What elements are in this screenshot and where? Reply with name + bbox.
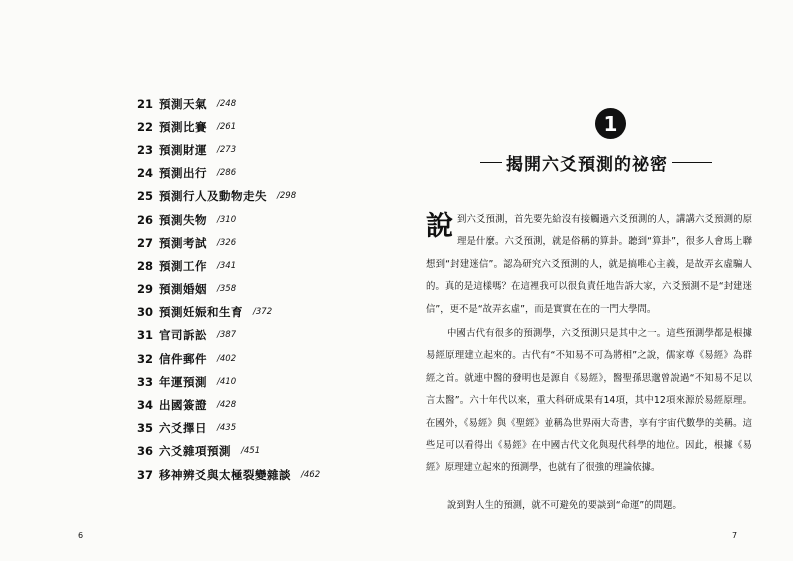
right-page xyxy=(396,0,793,561)
toc-entry-page: /435 xyxy=(217,423,237,434)
toc-entry xyxy=(137,370,320,393)
toc-entry-page: /372 xyxy=(253,307,273,318)
left-page-number: 6 xyxy=(78,531,84,540)
chapter-title: 揭開六爻預測的祕密 xyxy=(506,155,668,175)
toc-entry-title: 預測行人及動物走失 xyxy=(159,189,268,204)
toc-entry-title: 出國簽證 xyxy=(159,398,208,413)
toc-entry-number: 35 xyxy=(137,421,154,436)
toc-entry-number: 33 xyxy=(137,374,154,389)
toc-entry-title: 預測出行 xyxy=(159,166,208,181)
toc-entry xyxy=(137,417,320,440)
toc-entry-page: /261 xyxy=(217,121,237,132)
toc-entry xyxy=(137,115,320,138)
toc-entry-page: /402 xyxy=(217,353,237,364)
toc-entry-title: 官司訴訟 xyxy=(159,328,208,343)
toc-entry-page: /298 xyxy=(277,191,297,202)
body-paragraph-1 xyxy=(426,209,752,321)
toc-entry-title: 預測婚姻 xyxy=(159,282,208,297)
toc-entry-page: /451 xyxy=(241,446,261,457)
toc-entry-number: 25 xyxy=(137,189,154,204)
toc-entry-title: 年運預測 xyxy=(159,374,208,389)
chapter-heading xyxy=(480,150,770,175)
toc-entry xyxy=(137,208,320,231)
toc-entry-page: /462 xyxy=(301,469,321,480)
toc-entry-page: /428 xyxy=(217,400,237,411)
toc-entry-number: 30 xyxy=(137,305,154,320)
toc-entry-page: /248 xyxy=(217,98,237,109)
toc-entry-page: /387 xyxy=(217,330,237,341)
right-page-number: 7 xyxy=(732,531,738,540)
table-of-contents xyxy=(137,92,320,486)
toc-entry-page: /273 xyxy=(217,144,237,155)
heading-rule-right xyxy=(672,162,712,164)
toc-entry-number: 36 xyxy=(137,444,154,459)
toc-entry-title: 預測考試 xyxy=(159,235,208,250)
toc-entry-title: 預測失物 xyxy=(159,212,208,227)
toc-entry-title: 預測天氣 xyxy=(159,96,208,111)
chapter-number-badge: 1 xyxy=(595,108,626,139)
body-paragraph-2: 中國古代有很多的預測學，六爻預測只是其中之一。這些預測學都是根據易經原理建立起來的。古代有“不知易不可為將相”之說，儒家尊《易經》為群經之首。就連中醫的發明也是源自《易經》，醫聖孫思邈曾說過“不知易不足以言太醫”。六十年代以來，重大科研成果有14項，其中12項來源於易經原理。在國外，《易經》與《聖經》並稱為世界兩大奇書，享有宇宙代數學的美稱。這些足可以看得出《易經》在中國古代文化與現代科學的地位。因此，根據《易經》原理建立起來的預測學，也就有了很強的理論依據。 xyxy=(426,328,752,474)
toc-entry-number: 34 xyxy=(137,398,154,413)
toc-entry-title: 六爻擇日 xyxy=(159,421,208,436)
toc-entry xyxy=(137,162,320,185)
toc-entry xyxy=(137,185,320,208)
toc-entry-page: /326 xyxy=(217,237,237,248)
toc-entry-number: 28 xyxy=(137,258,154,273)
toc-entry-number: 29 xyxy=(137,282,154,297)
toc-entry xyxy=(137,254,320,277)
toc-entry xyxy=(137,440,320,463)
toc-entry xyxy=(137,92,320,115)
toc-entry-page: /358 xyxy=(217,284,237,295)
toc-entry xyxy=(137,138,320,161)
toc-entry-page: /341 xyxy=(217,260,237,271)
heading-rule-left xyxy=(480,162,502,164)
toc-entry-page: /310 xyxy=(217,214,237,225)
toc-entry xyxy=(137,278,320,301)
toc-entry-page: /410 xyxy=(217,376,237,387)
toc-entry xyxy=(137,463,320,486)
toc-entry xyxy=(137,324,320,347)
toc-entry xyxy=(137,301,320,324)
drop-cap: 說 xyxy=(426,211,453,242)
toc-entry-number: 21 xyxy=(137,96,154,111)
toc-entry-number: 27 xyxy=(137,235,154,250)
toc-entry-number: 23 xyxy=(137,142,154,157)
toc-entry-number: 24 xyxy=(137,166,154,181)
toc-entry-title: 預測妊娠和生育 xyxy=(159,305,244,320)
toc-entry-number: 37 xyxy=(137,467,154,482)
toc-entry-title: 移神辨爻與太極裂變雜談 xyxy=(159,467,292,482)
body-paragraph-3: 說到對人生的預測，就不可避免的要談到“命運”的問題。 xyxy=(447,500,682,511)
paragraph-1-text: 到六爻預測，首先要先給沒有接觸過六爻預測的人，講講六爻預測的原理是什麼。六爻預測，就是俗稱的算卦。聽到“算卦”，很多人會馬上聯想到“封建迷信”。認為研究六爻預測的人，就是搞唯心主義，是故弄玄虛騙人的。真的是這樣嗎？在這裡我可以很負責任地告訴大家，六爻預測不是“封建迷信”，更不是“故弄玄虛”，而是實實在在的一門大學問。 xyxy=(426,214,752,315)
toc-entry-number: 26 xyxy=(137,212,154,227)
toc-entry-page: /286 xyxy=(217,168,237,179)
left-page xyxy=(0,0,396,561)
toc-entry xyxy=(137,347,320,370)
toc-entry-title: 預測比賽 xyxy=(159,119,208,134)
toc-entry xyxy=(137,393,320,416)
toc-entry-title: 預測財運 xyxy=(159,142,208,157)
toc-entry-number: 22 xyxy=(137,119,154,134)
toc-entry xyxy=(137,231,320,254)
toc-entry-title: 信件郵件 xyxy=(159,351,208,366)
toc-entry-number: 31 xyxy=(137,328,154,343)
toc-entry-number: 32 xyxy=(137,351,154,366)
toc-entry-title: 預測工作 xyxy=(159,258,208,273)
toc-entry-title: 六爻雜項預測 xyxy=(159,444,232,459)
